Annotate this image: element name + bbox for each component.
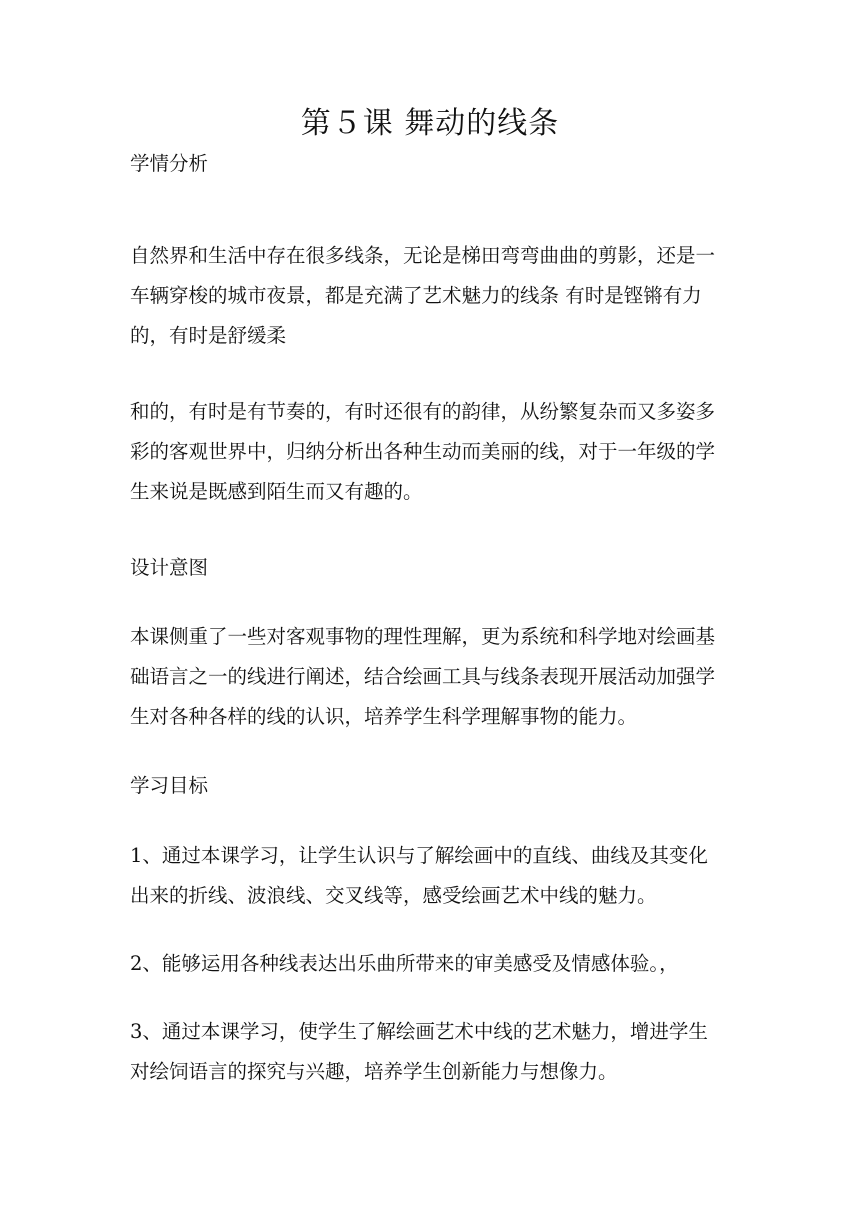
section-heading-learning-goals: 学习目标 (130, 774, 209, 797)
section-heading-design-intent: 设计意图 (130, 556, 209, 579)
text-line: 生来说是既感到陌生而又有趣的。 (130, 480, 423, 503)
text-line: 3、通过本课学习，使学生了解绘画艺术中线的艺术魅力，增进学生 (130, 1020, 708, 1043)
text-line: 生对各种各样的线的认识，培养学生科学理解事物的能力。 (130, 705, 638, 728)
goal-item-2 (130, 944, 730, 984)
paragraph-design-intent (130, 617, 730, 737)
paragraph-learning-analysis-2 (130, 392, 730, 512)
text-line: 车辆穿梭的城市夜景，都是充满了艺术魅力的线条 有时是铿锵有力 (130, 284, 702, 307)
text-line: 础语言之一的线进行阐述，结合绘画工具与线条表现开展活动加强学 (130, 665, 716, 688)
text-line: 本课侧重了一些对客观事物的理性理解，更为系统和科学地对绘画基 (130, 625, 716, 648)
text-line: 2、能够运用各种线表达出乐曲所带来的审美感受及情感体验。， (130, 952, 679, 975)
text-line: 1、通过本课学习，让学生认识与了解绘画中的直线、曲线及其变化 (130, 844, 708, 867)
text-line: 对绘饲语言的探究与兴趣，培养学生创新能力与想像力。 (130, 1060, 618, 1083)
goal-item-3 (130, 1012, 730, 1092)
text-line: 彩的客观世界中，归纳分析出各种生动而美丽的线，对于一年级的学 (130, 440, 716, 463)
text-line: 出来的折线、波浪线、交叉线等，感受绘画艺术中线的魅力。 (130, 884, 657, 907)
text-line: 和的，有时是有节奏的，有时还很有的韵律，从纷繁复杂而又多姿多 (130, 400, 716, 423)
page-title: 第５课 舞动的线条 (300, 106, 560, 141)
text-line: 的，有时是舒缓柔 (130, 324, 287, 347)
goal-item-1 (130, 836, 730, 916)
section-heading-learning-analysis: 学情分析 (130, 152, 209, 175)
text-line: 自然界和生活中存在很多线条，无论是梯田弯弯曲曲的剪影，还是一 (130, 244, 716, 267)
paragraph-learning-analysis-1 (130, 236, 730, 356)
